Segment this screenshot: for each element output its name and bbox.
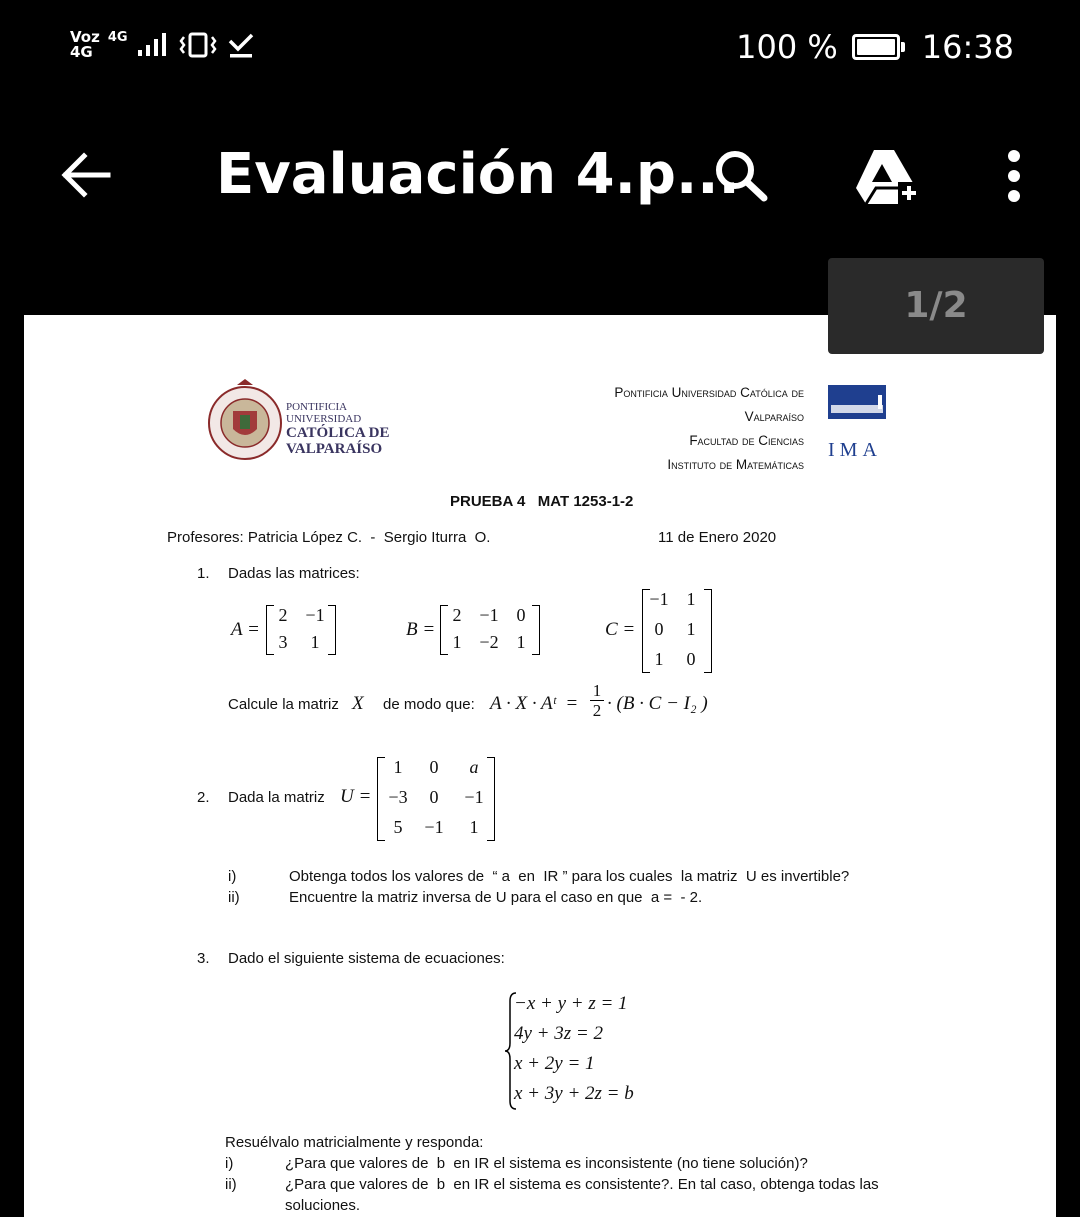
q3-item-ii-text: ¿Para que valores de b en IR el sistema es consistente?. En tal caso, obtenga todas las — [285, 1176, 879, 1193]
status-bar-left — [70, 30, 256, 60]
pdf-page[interactable] — [24, 315, 1056, 1217]
exam-date: 11 de Enero 2020 — [658, 529, 777, 546]
q2-number: 2. — [197, 789, 210, 806]
add-to-drive-icon[interactable] — [852, 146, 922, 206]
carrier-label: Voz 4G — [70, 28, 100, 61]
q2-item-i-text: Obtenga todos los valores de “ a en IR ” para los cuales la matriz U es invertible? — [289, 868, 850, 885]
q3-item-i-text: ¿Para que valores de b en IR el sistema es inconsistente (no tiene solución)? — [285, 1155, 808, 1172]
q2-item-i-label: i) — [228, 868, 237, 885]
clock: 16:38 — [921, 28, 1014, 66]
q3-solve-text: Resuélvalo matricialmente y responda: — [225, 1134, 484, 1151]
q1-equation-left: A · X · Aᵗ = — [490, 693, 579, 714]
q1-fraction: 1 2 — [590, 681, 604, 720]
equation-2: 4y + 3z = 2 — [514, 1023, 603, 1044]
professors: Profesores: Patricia López C. - Sergio Iturra O. — [167, 529, 491, 546]
exam-title: PRUEBA 4 MAT 1253-1-2 — [450, 493, 634, 510]
search-icon[interactable] — [712, 148, 772, 204]
matrix-a-label: A = — [231, 619, 260, 640]
equation-3: x + 2y = 1 — [514, 1053, 595, 1074]
matrix-a: 2 −1 3 1 — [266, 605, 336, 655]
institution-header: Pontificia Universidad Católica de Valparaíso Facultad de Ciencias Instituto de Matemáticas — [614, 385, 804, 472]
download-done-icon — [226, 31, 256, 59]
q1-number: 1. — [197, 565, 210, 582]
matrix-c-label: C = — [605, 619, 636, 640]
university-name: PONTIFICIA UNIVERSIDAD CATÓLICA DE VALPARAÍSO — [286, 401, 390, 457]
status-bar-right — [736, 28, 1014, 66]
matrix-b-label: B = — [406, 619, 436, 640]
ima-label: IMA — [828, 439, 882, 461]
equation-1: −x + y + z = 1 — [514, 993, 628, 1014]
q3-item-i-label: i) — [225, 1155, 234, 1172]
matrix-c: −1 1 0 1 1 0 — [642, 589, 712, 673]
page-indicator: 1/2 — [828, 258, 1044, 354]
matrix-b: 2 −1 0 1 −2 1 — [440, 605, 540, 655]
network-type: 4G — [107, 30, 128, 45]
signal-icon — [136, 32, 170, 58]
q3-item-ii-label: ii) — [225, 1176, 237, 1193]
back-arrow-icon[interactable] — [58, 150, 112, 200]
equation-4: x + 3y + 2z = b — [514, 1083, 634, 1104]
q1-instruction: Calcule la matriz — [228, 696, 339, 713]
matrix-u-label: U = — [340, 786, 372, 807]
q2-item-ii-label: ii) — [228, 889, 240, 906]
battery-icon — [852, 34, 900, 60]
q1-equation-right: · (B · C − I₂ ) — [607, 693, 708, 714]
battery-percent: 100 % — [736, 28, 838, 66]
q3-number: 3. — [197, 950, 210, 967]
vibrate-icon — [178, 31, 218, 59]
equation-system — [504, 991, 664, 1111]
q2-item-ii-text: Encuentre la matriz inversa de U para el caso en que a = - 2. — [289, 889, 703, 906]
q2-text: Dada la matriz — [228, 789, 325, 806]
matrix-u: 1 0 a −3 0 −1 5 −1 1 — [377, 757, 495, 841]
q1-condition: de modo que: — [383, 696, 475, 713]
ima-logo — [828, 385, 888, 437]
q1-var-x: X — [352, 693, 364, 714]
q1-text: Dadas las matrices: — [228, 565, 360, 582]
q3-text: Dado el siguiente sistema de ecuaciones: — [228, 950, 505, 967]
more-options-icon[interactable] — [1000, 148, 1028, 204]
university-seal-logo — [207, 377, 283, 463]
q3-item-ii-continuation: soluciones. — [285, 1197, 361, 1214]
document-title: Evaluación 4.p... — [216, 142, 740, 207]
